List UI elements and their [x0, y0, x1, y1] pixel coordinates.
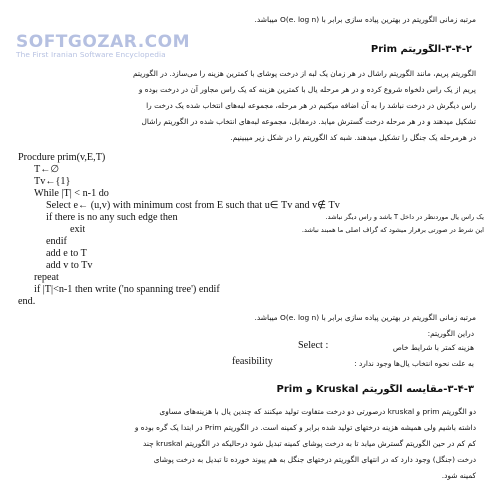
code-line-end: end. [18, 296, 36, 307]
prim-paragraph-line-1: الگوریتم پریم، مانند الگوریتم راشال در هر زمان یک لبه از درخت پوشای با کمترین هزینه را می‌سازد. در الگوریتم [132, 69, 476, 78]
code-line-add-e: add e to T [46, 248, 87, 259]
comparison-paragraph-line-1: دو الگوریتم prim و kruskal درصورتی دو درخت متفاوت تولید میکنند که چندین یال با هزینه‌های مساوی [159, 407, 476, 416]
code-line-init-tv: Tv←{1} [34, 176, 71, 187]
code-line-procedure: Procdure prim(v,E,T) [18, 152, 106, 163]
code-line-init-t: T←∅ [34, 164, 60, 175]
section-heading-prim: ۳-۴-۲-الگوریتم Prim [370, 44, 472, 55]
feasibility-description: به علت نحوه انتخاب یال‌ها وجود ندارد : [354, 359, 474, 368]
code-line-add-v: add v to Tv [46, 260, 93, 271]
section-heading-comparison: ۳-۴-۳-مقایسه الگوریتم Kruskal و Prim [276, 384, 474, 395]
prim-paragraph-line-5: در هرمرحله یک جنگل را تشکیل میدهند. شبه کد الگوریتم را در شکل زیر میبینیم. [230, 133, 476, 142]
select-label: Select : [298, 340, 329, 351]
code-line-if-spanning: if |T|<n-1 then write ('no spanning tree') endif [34, 284, 220, 295]
in-this-algorithm-label: دراین الگوریتم: [427, 329, 474, 338]
watermark-logo: SOFTGOZAR.COM [16, 32, 191, 52]
comparison-paragraph-line-3: کم کم در حین الگوریتم گسترش میابد تا به درخت پوشای کمینه تبدیل شود درحالیکه در الگوریتم kruskal چند [142, 439, 476, 448]
intro-complexity-line: مرتبه زمانی الگوریتم در بهترین پیاده سازی برابر با O(e. log n) میباشد. [254, 15, 476, 24]
code-line-repeat: repeat [34, 272, 59, 283]
prim-complexity-line: مرتبه زمانی الگوریتم در بهترین پیاده سازی برابر با O(e. log n) میباشد. [254, 313, 476, 322]
prim-paragraph-line-2: پریم از یک راس دلخواه شروع کرده و در هر مرحله یال با کمترین هزینه که یک راس مجاور آن در درخت بوده و [138, 85, 476, 94]
comparison-paragraph-line-2: داشته باشیم ولی همیشه هزینه درختهای تولید شده برابر و کمینه است. در الگوریتم Prim در ابتدا یک گره بوده و [134, 423, 476, 432]
feasibility-label: feasibility [232, 356, 273, 367]
code-line-select: Select e← (u,v) with minimum cost from E such that u∈ Tv and v∉ Tv [46, 200, 340, 211]
code-note-connected: این شرط در صورتی برقرار میشود که گراف اصلی ما همبند نباشد. [301, 226, 484, 234]
prim-paragraph-line-3: راس دیگرش در درخت نباشد را به آن اضافه میکنیم در هر مرحله، مجموعه لبه‌های انتخاب شده یک درخت را [146, 101, 476, 110]
comparison-paragraph-line-4: درخت (جنگل) وجود دارد که در انتهای الگوریتم درختهای جنگل به هم پیوند خورده تا تبدیل به درخت پوشای [153, 455, 476, 464]
select-description: هزینه کمتر با شرایط خاص [392, 343, 474, 352]
code-line-if-no-edge: if there is no any such edge then [46, 212, 178, 223]
watermark-tagline: The First Iranian Software Encyclopedia [16, 50, 166, 59]
code-line-while: While |T| < n-1 do [34, 188, 109, 199]
code-note-edge: یک راس یال موردنظر در داخل T باشد و راس دیگر نباشد. [325, 213, 484, 221]
prim-paragraph-line-4: تشکیل میدهند و در هر مرحله درخت گسترش میابد. درمقابل، مجموعه لبه‌های انتخاب شده در الگوریتم راشال [141, 117, 476, 126]
comparison-paragraph-line-5: کمینه شود. [441, 471, 476, 480]
code-line-endif: endif [46, 236, 67, 247]
code-line-exit: exit [70, 224, 86, 235]
